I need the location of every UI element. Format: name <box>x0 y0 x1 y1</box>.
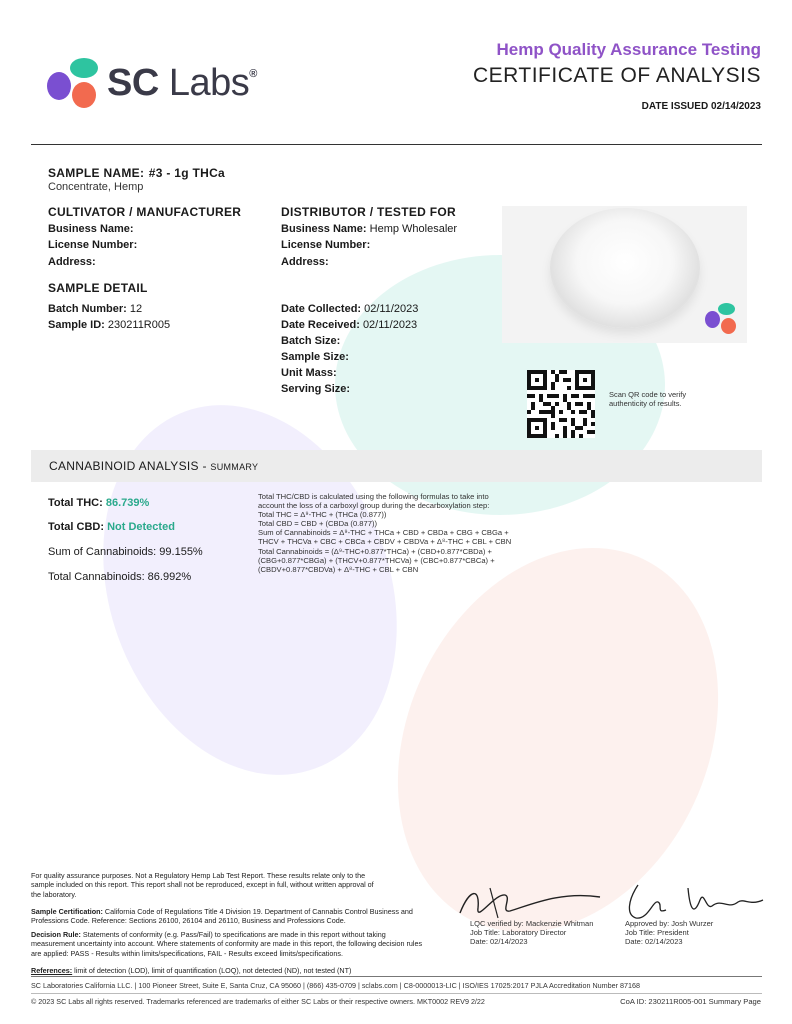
formula-line: Total THC/CBD is calculated using the following formulas to take into <box>258 492 489 501</box>
verifier-date: Date: 02/14/2023 <box>470 937 528 946</box>
formula-line: account the loss of a carboxyl group during the decarboxylation step: <box>258 501 490 511</box>
qr-caption <box>609 390 686 408</box>
total-cbd-label: Total CBD: <box>48 521 108 533</box>
sample-size-label: Sample Size: <box>281 351 349 363</box>
decision-label: Decision Rule: <box>31 930 81 939</box>
logo-coral-dot <box>72 82 96 108</box>
photo-logo-teal-dot <box>718 303 735 315</box>
logo-purple-dot <box>47 72 71 100</box>
qr-caption-line2: authenticity of results. <box>609 399 682 408</box>
batch-size-label: Batch Size: <box>281 335 341 347</box>
formula-line: Total CBD = CBD + (CBDa (0.877)) <box>258 519 378 529</box>
footer-divider-2 <box>31 993 762 994</box>
cultivator-license-label: License Number: <box>48 239 138 251</box>
total-cannabinoids: Total Cannabinoids: 86.992% <box>48 571 192 583</box>
copyright-line: © 2023 SC Labs all rights reserved. Trademarks referenced are trademarks of either SC Labs or their respective owners. MKT0002 REV9 2/22 <box>31 997 485 1006</box>
sample-type: Concentrate, Hemp <box>48 181 144 193</box>
brand-name-light: Labs <box>168 62 250 104</box>
distributor-business-name-label: Business Name: <box>281 223 367 235</box>
total-thc-label: Total THC: <box>48 497 106 509</box>
photo-logo-coral-dot <box>721 318 736 334</box>
cannabinoid-analysis-heading: CANNABINOID ANALYSIS - <box>49 459 211 473</box>
sample-name-label: SAMPLE NAME: <box>48 166 145 180</box>
cannabinoid-analysis-header <box>31 450 762 482</box>
batch-number-label: Batch Number: <box>48 303 127 315</box>
verifier-block <box>470 919 593 946</box>
photo-logo-purple-dot <box>705 311 720 328</box>
decision-rule <box>31 930 431 958</box>
batch-number-value: 12 <box>129 303 143 315</box>
sample-name <box>48 164 225 182</box>
verifier-title: Job Title: Laboratory Director <box>470 928 567 937</box>
formula-line: (CBG+0.877*CBGa) + (THCV+0.877*THCVa) + (CBC+0.877*CBCa) + <box>258 555 495 565</box>
brand-name-bold: SC <box>107 62 159 104</box>
logo-teal-dot <box>70 58 98 78</box>
total-cbd-value: Not Detected <box>107 521 175 533</box>
formula-notes <box>258 492 523 574</box>
date-received-label: Date Received: <box>281 319 360 331</box>
date-collected-value: 02/11/2023 <box>364 303 419 315</box>
date-received-value: 02/11/2023 <box>362 319 418 331</box>
certification-text: California Code of Regulations Title 4 Division 19. Department of Cannabis Control Business and Professions Code. Reference: Sections 26100, 26104 and 26110, Business and Professions Code. <box>31 907 413 926</box>
certification-label: Sample Certification: <box>31 907 103 916</box>
document-title: CERTIFICATE OF ANALYSIS <box>472 64 761 87</box>
references-text: limit of detection (LOD), limit of quantification (LOQ), not detected (ND), not tested (NT) <box>72 966 352 975</box>
date-received <box>281 319 417 331</box>
cultivator-business-name-label: Business Name: <box>48 223 134 235</box>
references-label: References: <box>31 966 73 975</box>
date-collected <box>281 303 418 315</box>
total-thc-value: 86.739% <box>105 497 150 509</box>
distributor-business-name-value: Hemp Wholesaler <box>369 223 458 235</box>
formula-line: Sum of Cannabinoids = Δ⁹-THC + THCa + CBD + CBDa + CBG + CBGa + <box>258 528 509 538</box>
sample-id-value: 230211R005 <box>107 319 171 331</box>
approver-signature <box>618 880 768 924</box>
total-thc <box>48 497 149 509</box>
date-issued: DATE ISSUED 02/14/2023 <box>641 101 761 112</box>
brand-name <box>107 62 257 105</box>
product-photo <box>502 206 747 343</box>
cultivator-heading: CULTIVATOR / MANUFACTURER <box>48 205 242 219</box>
formula-line: Total THC = Δ⁹-THC + (THCa (0.877)) <box>258 510 387 520</box>
lab-address-line: SC Laboratories California LLC. | 100 Pioneer Street, Suite E, Santa Cruz, CA 95060 | (866) 435-0709 | sclabs.com | C8-0000013-LIC | ISO/IES 17025:2017 PJLA Accreditation Number 87168 <box>31 981 641 990</box>
references <box>31 966 451 975</box>
date-collected-label: Date Collected: <box>281 303 362 315</box>
cannabinoid-analysis-subheading: SUMMARY <box>210 462 259 472</box>
distributor-heading: DISTRIBUTOR / TESTED FOR <box>281 205 456 219</box>
sample-id <box>48 319 170 331</box>
registered-mark: ® <box>249 68 257 80</box>
verifier-name: LQC verified by: Mackenzie Whitman <box>470 919 594 928</box>
formula-line: THCV + THCVa + CBC + CBCa + CBDV + CBDVa + Δ⁸-THC + CBL + CBN <box>258 537 512 547</box>
qr-code[interactable] <box>527 370 595 438</box>
distributor-license-label: License Number: <box>281 239 371 251</box>
cultivator-address-label: Address: <box>48 256 96 268</box>
formula-line: (CBDV+0.877*CBDVa) + Δ⁸-THC + CBL + CBN <box>258 564 419 574</box>
header-divider <box>31 144 762 145</box>
qr-caption-line1: Scan QR code to verify <box>609 390 687 399</box>
jar-image <box>550 208 700 328</box>
qa-note: For quality assurance purposes. Not a Regulatory Hemp Lab Test Report. These results relate only to the sample included on this report. This report shall not be reproduced, except in full, without written approval of the laboratory. <box>31 871 374 899</box>
approver-date: Date: 02/14/2023 <box>625 937 683 946</box>
cannabinoid-analysis-title <box>49 459 258 473</box>
sum-of-cannabinoids: Sum of Cannabinoids: 99.155% <box>48 546 203 558</box>
approver-block <box>625 919 713 946</box>
coa-id: CoA ID: 230211R005-001 Summary Page <box>620 997 761 1006</box>
footer-divider <box>31 976 762 977</box>
approver-title: Job Title: President <box>625 928 689 937</box>
approver-name: Approved by: Josh Wurzer <box>625 919 714 928</box>
sample-id-label: Sample ID: <box>48 319 105 331</box>
total-cbd <box>48 521 175 533</box>
distributor-address-label: Address: <box>281 256 329 268</box>
batch-number <box>48 303 142 315</box>
program-title: Hemp Quality Assurance Testing <box>496 40 761 59</box>
decision-text: Statements of conformity (e.g. Pass/Fail) to specifications are made in this report without taking measurement uncertainty into account. Where statements of conformity are made in this report, the following decision rules are applied: PASS - Results within limits/specifications, FAIL - Results exceed limits/specifications. <box>31 930 423 958</box>
formula-line: Total Cannabinoids = (Δ⁹-THC+0.877*THCa) + (CBD+0.877*CBDa) + <box>258 546 492 556</box>
distributor-business-name <box>281 223 457 235</box>
unit-mass-label: Unit Mass: <box>281 367 337 379</box>
sample-certification <box>31 907 431 926</box>
sample-name-value: #3 - 1g THCa <box>148 166 226 180</box>
serving-size-label: Serving Size: <box>281 383 351 395</box>
verifier-signature <box>450 883 610 923</box>
sample-detail-heading: SAMPLE DETAIL <box>48 281 148 295</box>
